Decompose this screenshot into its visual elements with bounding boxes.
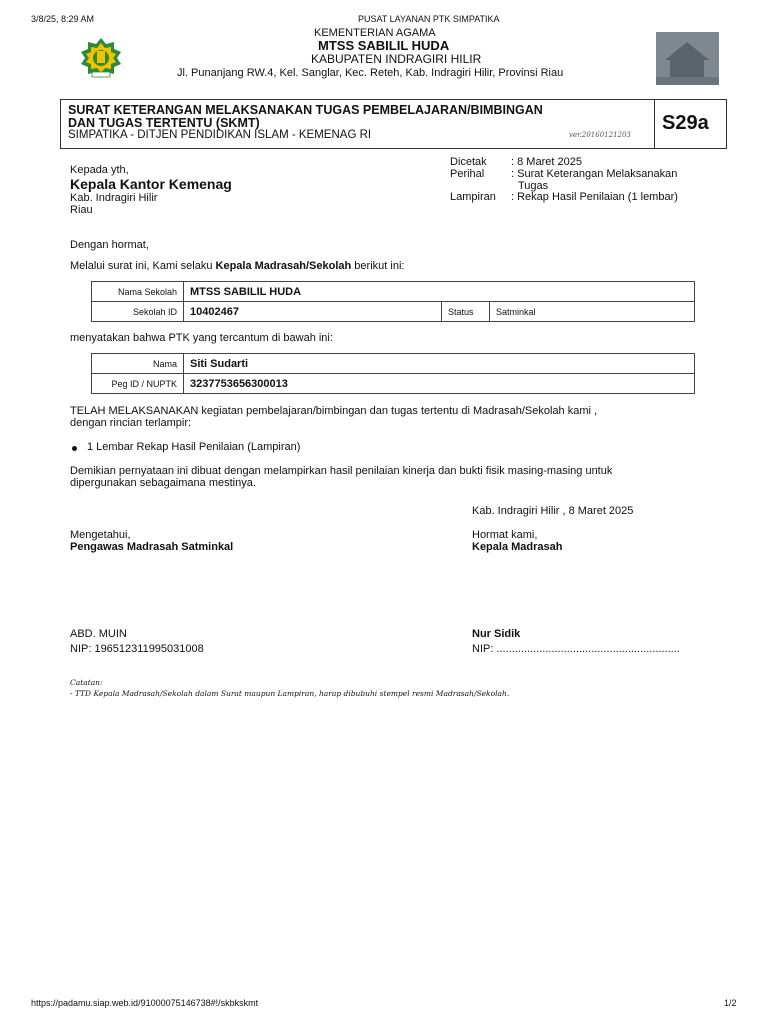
printed-label: Dicetak [450,156,487,168]
school-name-header: MTSS SABILIL HUDA [318,38,450,53]
right-sign-label: Hormat kami, [472,529,538,541]
closing-line2: dipergunakan sebagaimana mestinya. [70,477,256,489]
photo-placeholder [656,32,719,85]
left-sign-nip: NIP: 196512311995031008 [70,643,204,655]
school-id-label: Sekolah ID [92,302,184,322]
recipient-line1: Kab. Indragiri Hilir [70,192,158,204]
document-title-line2: DAN TUGAS TERTENTU (SKMT) [68,116,260,130]
subject-value-2: Tugas [518,180,549,192]
executed-line2: dengan rincian terlampir: [70,417,192,429]
left-sign-label: Mengetahui, [70,529,131,541]
right-sign-name: Nur Sidik [472,628,521,640]
subject-value-1: : Surat Keterangan Melaksanakan [511,168,678,180]
document-subtitle: SIMPATIKA - DITJEN PENDIDIKAN ISLAM - KEMENAG RI [68,129,372,141]
attachment-label: Lampiran [450,191,496,203]
ministry-name: KEMENTERIAN AGAMA [314,27,436,39]
left-sign-title: Pengawas Madrasah Satminkal [70,541,234,553]
table-row [92,302,695,322]
regency-name: KABUPATEN INDRAGIRI HILIR [311,52,482,66]
subject-label: Perihal [450,168,485,180]
left-sign-name: ABD. MUIN [70,628,127,640]
right-sign-title: Kepala Madrasah [472,541,563,553]
recipient-greeting: Kepada yth, [70,164,129,176]
intro-prefix: Melalui surat ini, Kami selaku [70,260,216,272]
print-page-number: 1/2 [724,998,737,1008]
table-row [92,354,695,374]
intro-suffix: berikut ini: [351,260,405,272]
title-divider [654,99,655,149]
form-code: S29a [662,112,709,134]
version-label: ver.20160121203 [569,131,631,139]
print-url: https://padamu.siap.web.id/91000075146738#!/skbkskmt [31,998,259,1008]
table-row [92,282,695,302]
document-title-line1: SURAT KETERANGAN MELAKSANAKAN TUGAS PEMBELAJARAN/BIMBINGAN [68,103,543,117]
ptk-name-label: Nama [92,354,184,374]
declare-text: menyatakan bahwa PTK yang tercantum di bawah ini: [70,332,333,344]
ptk-name-value: Siti Sudarti [184,354,695,374]
school-name-value: MTSS SABILIL HUDA [184,282,695,302]
school-name-label: Nama Sekolah [92,282,184,302]
status-label: Status [442,302,490,322]
ptk-id-value: 3237753656300013 [184,374,695,394]
ptk-table [91,353,695,394]
intro-paragraph [70,260,404,272]
recipient-name: Kepala Kantor Kemenag [70,176,232,192]
closing-line1: Demikian pernyataan ini dibuat dengan melampirkan hasil penilaian kinerja dan bukti fisik masing-masing untuk [70,465,613,477]
executed-line1: TELAH MELAKSANAKAN kegiatan pembelajaran/bimbingan dan tugas tertentu di Madrasah/Sekolah kami , [70,405,598,417]
printed-value: : 8 Maret 2025 [511,156,582,168]
school-id-value: 10402467 [184,302,442,322]
status-value: Satminkal [490,302,695,322]
school-address: Jl. Punanjang RW.4, Kel. Sanglar, Kec. Reteh, Kab. Indragiri Hilir, Provinsi Riau [177,67,564,79]
attachment-value: : Rekap Hasil Penilaian (1 lembar) [511,191,678,203]
intro-bold: Kepala Madrasah/Sekolah [215,260,352,272]
school-table [91,281,695,322]
right-sign-nip: NIP: ............................................................ [472,643,680,655]
print-datetime: 3/8/25, 8:29 AM [31,14,95,24]
notes-text: - TTD Kepala Madrasah/Sekolah dalam Surat maupun Lampiran, harap dibubuhi stempel resmi Madrasah/Sekolah. [70,689,510,698]
print-page-title: PUSAT LAYANAN PTK SIMPATIKA [358,14,500,24]
attachment-bullet: 1 Lembar Rekap Hasil Penilaian (Lampiran) [87,441,301,453]
kemenag-logo [70,36,132,82]
salutation: Dengan hormat, [70,239,149,251]
table-row [92,374,695,394]
place-date: Kab. Indragiri Hilir , 8 Maret 2025 [472,505,634,517]
recipient-line2: Riau [70,204,93,216]
notes-label: Catatan: [70,678,103,687]
ptk-id-label: Peg ID / NUPTK [92,374,184,394]
bullet-icon [72,446,77,451]
